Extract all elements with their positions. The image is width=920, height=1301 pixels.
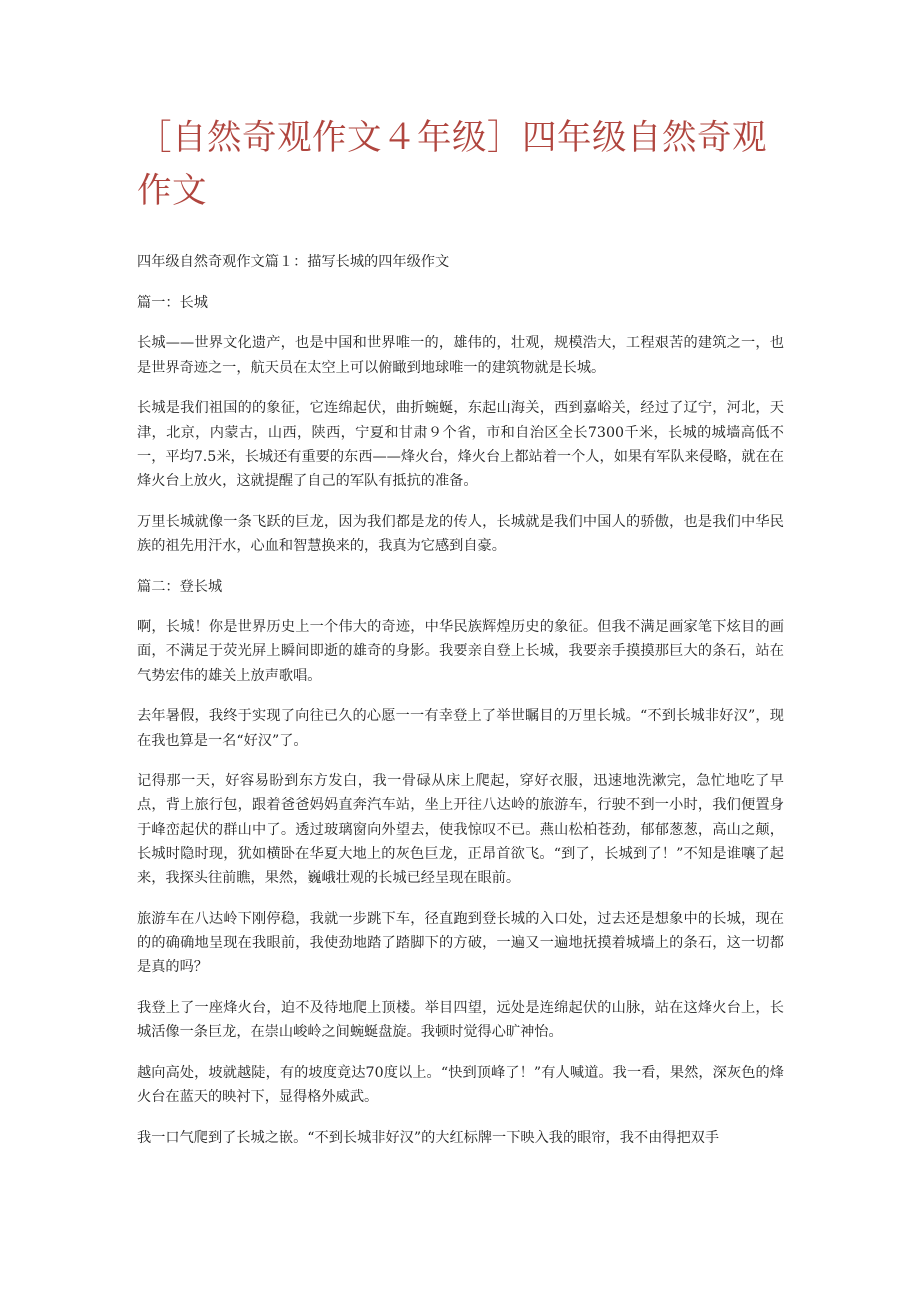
- section-heading-2: 篇二：登长城: [137, 578, 223, 595]
- document-page: [137, 112, 784, 1166]
- paragraph: 啊，长城！你是世界历史上一个伟大的奇迹，中华民族辉煌历史的象征。但我不满足画家笔下炫目的画面，不满足于荧光屏上瞬间即逝的雄奇的身影。我要亲自登上长城，我要亲手摸摸那巨大的条石，站在气势宏伟的雄关上放声歌唱。: [137, 619, 784, 684]
- subtitle-line: 四年级自然奇观作文篇１：描写长城的四年级作文: [137, 254, 450, 270]
- paragraph: 越向高处，坡就越陡，有的坡度竟达70度以上。“快到顶峰了！”有人喊道。我一看，果然，深灰色的烽火台在蓝天的映衬下，显得格外威武。: [137, 1064, 784, 1105]
- paragraph: 旅游车在八达岭下刚停稳，我就一步跳下车，径直跑到登长城的入口处，过去还是想象中的长城，现在的的确确地呈现在我眼前，我使劲地踏了踏脚下的方破，一遍又一遍地抚摸着城墙上的条石，这一切都是真的吗？: [137, 910, 784, 976]
- paragraph: 去年暑假，我终于实现了向往已久的心愿一一有幸登上了举世瞩目的万里长城。“不到长城非好汉”，现在我也算是一名“好汉”了。: [137, 708, 784, 749]
- paragraph: 我一口气爬到了长城之嵌。“不到长城非好汉”的大红标牌一下映入我的眼帘，我不由得把双手: [137, 1129, 720, 1146]
- paragraph: 万里长城就像一条飞跃的巨龙，因为我们都是龙的传人，长城就是我们中国人的骄傲，也是我们中华民族的祖先用汗水，心血和智慧换来的，我真为它感到自豪。: [137, 513, 784, 554]
- paragraph: 我登上了一座烽火台，迫不及待地爬上顶楼。举目四望，远处是连绵起伏的山脉，站在这烽火台上，长城活像一条巨龙，在崇山峻岭之间蜿蜒盘旋。我顿时觉得心旷神怡。: [137, 999, 784, 1041]
- paragraph: 长城是我们祖国的的象征，它连绵起伏，曲折蜿蜒，东起山海关，西到嘉峪关，经过了辽宁，河北，天津，北京，内蒙古，山西，陕西，宁夏和甘肃９个省，市和自治区全长7300千米，长城的城墙高低不一，平均7.5米，长城还有重要的东西——烽火台，烽火台上都站着一个人，如果有军队来侵略，就在在烽火台上放火，这就提醒了自己的军队有抵抗的准备。: [137, 400, 784, 489]
- paragraph: 长城——世界文化遗产，也是中国和世界唯一的，雄伟的，壮观，规模浩大，工程艰苦的建筑之一，也是世界奇迹之一，航天员在太空上可以俯瞰到地球唯一的建筑物就是长城。: [137, 335, 784, 376]
- document-title: ［自然奇观作文４年级］四年级自然奇观作文: [137, 118, 767, 211]
- paragraph: 记得那一天，好容易盼到东方发白，我一骨碌从床上爬起，穿好衣服，迅速地洗漱完，急忙地吃了早点，背上旅行包，跟着爸爸妈妈直奔汽车站，坐上开往八达岭的旅游车，行驶不到一小时，我们便置身于峰峦起伏的群山中了。透过玻璃窗向外望去，使我惊叹不已。燕山松柏苍劲，郁郁葱葱，高山之颠，长城时隐时现，犹如横卧在华夏大地上的灰色巨龙，正昂首欲飞。“到了，长城到了！”不知是谁嚷了起来，我探头往前瞧，果然，巍峨壮观的长城已经呈现在眼前。: [137, 773, 784, 887]
- section-heading-1: 篇一：长城: [137, 294, 208, 311]
